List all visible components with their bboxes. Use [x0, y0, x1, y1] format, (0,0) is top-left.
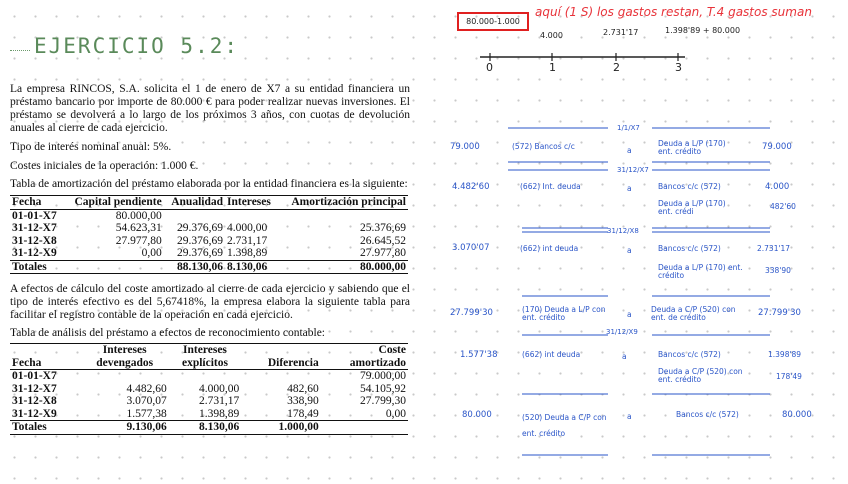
- timeline-value: 4.000: [540, 31, 563, 40]
- timeline-label: 1: [549, 61, 556, 74]
- col-header: [321, 344, 408, 370]
- cell: [64, 260, 164, 274]
- initial-costs-text: Costes iniciales de la operación: 1.000 €.: [10, 160, 199, 172]
- entry-a: a: [622, 352, 627, 361]
- cell: 31-12-X7: [12, 382, 57, 395]
- cell: 2.731,17: [227, 234, 268, 247]
- cell: 8.130,06: [169, 421, 241, 435]
- entry-credit-amount: 80.000: [782, 410, 812, 420]
- cell: 54.105,92: [360, 382, 406, 395]
- cell: 29.376,69: [177, 247, 223, 259]
- cell: [225, 209, 278, 222]
- effective-rate-paragraph: A efectos de cálculo del coste amortizado al cierre de cada ejercicio y sabiendo que el tipo de interés efectivo es del 5,67418%, la empresa elabora la siguiente tabla para facilitar el registro contable de la operación en cada ejercicio.: [10, 283, 410, 321]
- title-rule: [10, 50, 30, 51]
- col-header: Capital pendiente: [64, 196, 164, 210]
- entry-credit-amount-2: 178'49: [776, 372, 802, 381]
- timeline-value: 2.731'17: [603, 28, 639, 37]
- entry-credit-amount: 1.398'89: [768, 350, 802, 359]
- cell: [321, 421, 408, 435]
- col-header: [241, 344, 321, 370]
- col-header-bottom: Diferencia: [267, 356, 319, 369]
- table-header-row: [10, 196, 408, 210]
- table-total-row: [10, 421, 408, 435]
- entry-debit-amount: 3.070'07: [452, 243, 490, 253]
- col-header: Amortización principal: [278, 196, 408, 210]
- table-total-row: [10, 260, 408, 274]
- entry-credit-amount: 27.799'30: [758, 308, 801, 318]
- entry-debit-account: (662) int deuda: [522, 350, 581, 359]
- table-row: [10, 209, 408, 222]
- cell: 31-12-X8: [12, 234, 57, 247]
- col-header: Intereses: [225, 196, 278, 210]
- table-header-row: [10, 344, 408, 370]
- cell: 80.000,00: [115, 209, 162, 222]
- table-row: [10, 247, 408, 260]
- col-header-bottom: Fecha: [12, 356, 42, 369]
- cell: 4.000,00: [198, 382, 240, 395]
- entry-debit-account: (662) Int. deuda: [520, 182, 581, 191]
- entry-credit-amount: 2.731'17: [757, 244, 791, 253]
- analysis-table: [10, 343, 408, 435]
- table-row: [10, 408, 408, 421]
- timeline-label: 0: [486, 61, 493, 74]
- entry-credit-account-2: Deuda a L/P (170) ent. crédi: [658, 199, 726, 216]
- entry-credit-account: Bancos c/c (572): [658, 350, 721, 359]
- cell: 31-12-X7: [12, 222, 57, 234]
- table-row: [10, 235, 408, 248]
- cell: 8.130,06: [225, 260, 278, 274]
- entry-separators: [508, 128, 770, 455]
- amortization-table: [10, 195, 408, 274]
- cell: 29.376,69: [177, 222, 223, 234]
- entry-credit-account-2: Deuda a C/P (520) con ent. crédito: [658, 367, 743, 384]
- cell: 54.623,31: [115, 222, 162, 234]
- col-header-top: Intereses: [102, 344, 147, 356]
- cell: Totales: [10, 421, 81, 435]
- cell: 31-12-X8: [12, 395, 57, 407]
- entry-a: a: [627, 310, 632, 319]
- exercise-title: EJERCICIO 5.2:: [34, 34, 240, 58]
- analysis-table-title: Tabla de análisis del préstamo a efectos de reconocimiento contable:: [10, 327, 325, 339]
- loan-net-box: 80.000-1.000: [457, 12, 529, 31]
- col-header-top: Coste: [378, 344, 406, 356]
- col-header: [81, 344, 169, 370]
- entry-credit-amount: 79.000: [762, 142, 792, 152]
- entry-credit-account: Deuda a L/P (170) ent. crédito: [658, 139, 726, 156]
- table-row: [10, 370, 408, 383]
- cell: 482,60: [287, 382, 319, 395]
- entry-debit-amount: 4.482'60: [452, 182, 490, 192]
- entry-credit-amount-2: 338'90: [765, 266, 791, 275]
- col-header-bottom: devengados: [96, 356, 154, 369]
- entry-credit-account: Bancos c/c (572): [658, 182, 721, 191]
- cell: 27.977,80: [360, 247, 406, 259]
- table-row: [10, 383, 408, 396]
- col-header: Fecha: [10, 196, 64, 210]
- cell: 178,49: [287, 407, 319, 420]
- cell: 9.130,06: [81, 421, 169, 435]
- cell: 79.000,00: [360, 370, 406, 382]
- entry-date: 1/1/X7: [617, 124, 640, 132]
- table-row: [10, 395, 408, 408]
- entry-credit-account: Bancos c/c (572): [658, 244, 721, 253]
- entry-credit-account: Bancos c/c (572): [676, 410, 739, 419]
- entry-debit-account: (520) Deuda a C/P con ent. crédito: [522, 413, 607, 438]
- timeline-label: 3: [675, 61, 682, 74]
- cell: [241, 370, 321, 383]
- col-header-bottom: explícitos: [181, 356, 228, 369]
- entry-debit-account: (572) Bancos c/c: [512, 142, 575, 151]
- timeline-label: 2: [613, 61, 620, 74]
- cell: 27.799,30: [360, 395, 406, 407]
- interest-rate-text: Tipo de interés nominal anual: 5%.: [10, 141, 172, 153]
- col-header-top: Intereses: [183, 344, 227, 356]
- cell: 26.645,52: [360, 234, 406, 247]
- col-header: [10, 344, 81, 370]
- entry-debit-amount: 1.577'38: [460, 350, 498, 360]
- cell: [164, 209, 225, 222]
- entry-a: a: [627, 184, 632, 193]
- entry-credit-account: Deuda a C/P (520) con ent. de crédito: [651, 305, 736, 322]
- cell: 0,00: [141, 247, 162, 259]
- entry-a: a: [627, 146, 632, 155]
- cell: 4.482,60: [126, 382, 167, 395]
- cell: 88.130,06: [164, 260, 225, 274]
- entry-credit-amount-2: 482'60: [770, 202, 796, 211]
- entry-credit-account-2: Deuda a L/P (170) ent. crédito: [658, 263, 743, 280]
- cell: 338,90: [287, 395, 319, 407]
- timeline: [470, 40, 700, 74]
- col-header: Anualidad: [164, 196, 225, 210]
- cell: 31-12-X9: [12, 247, 57, 259]
- entry-a: a: [627, 246, 632, 255]
- entry-credit-amount: 4.000: [765, 182, 790, 192]
- cell: 80.000,00: [278, 260, 408, 274]
- col-header-bottom: amortizado: [349, 356, 406, 369]
- entry-date: 31/12/X7: [617, 166, 649, 174]
- journal-lines: [440, 110, 840, 470]
- cell: 31-12-X9: [12, 407, 57, 420]
- intro-paragraph: La empresa RINCOS, S.A. solicita el 1 de enero de X7 a su entidad financiera un préstamo bancario por importe de 80.000 € para poder realizar nuevas inversiones. El préstamo se devolverá a lo largo de los próximos 3 años, con cuotas de devolución anuales al cierre de cada ejercicio.: [10, 83, 410, 134]
- cell: 01-01-X7: [12, 209, 57, 222]
- cell: 1.000,00: [241, 421, 321, 435]
- entry-debit-amount: 79.000: [450, 142, 480, 152]
- entry-debit-amount: 80.000: [462, 410, 492, 420]
- cell: 1.398,89: [198, 407, 240, 420]
- cell: 29.376,69: [177, 234, 223, 247]
- cell: 4.000,00: [227, 222, 268, 234]
- cell: 1.398,89: [227, 247, 268, 259]
- cell: 0,00: [385, 407, 406, 420]
- cell: 27.977,80: [115, 234, 162, 247]
- entry-date: 31/12/X9: [606, 328, 638, 336]
- col-header: [169, 344, 241, 370]
- cell: [278, 209, 408, 222]
- cell: 01-01-X7: [12, 370, 57, 382]
- cell: [81, 370, 169, 383]
- entry-debit-account: (170) Deuda a L/P con ent. crédito: [522, 305, 606, 322]
- table-row: [10, 222, 408, 235]
- cell: 1.577,38: [126, 407, 167, 420]
- amortization-table-title: Tabla de amortización del préstamo elaborada por la entidad financiera es la siguiente:: [10, 178, 408, 190]
- timeline-value: 1.398'89 + 80.000: [665, 26, 741, 35]
- cell: 2.731,17: [198, 395, 240, 407]
- cell: 25.376,69: [360, 222, 406, 234]
- cell: [169, 370, 241, 383]
- cell: 3.070,07: [126, 395, 167, 407]
- entry-a: a: [627, 412, 632, 421]
- entry-debit-account: (662) int deuda: [520, 244, 579, 253]
- entry-date: 31/12/X8: [607, 227, 639, 235]
- entry-debit-amount: 27.799'30: [450, 308, 493, 318]
- red-handwritten-note: aquí (1 S) los gastos restan, T.4 gastos suman: [535, 5, 812, 19]
- cell: Totales: [10, 260, 64, 274]
